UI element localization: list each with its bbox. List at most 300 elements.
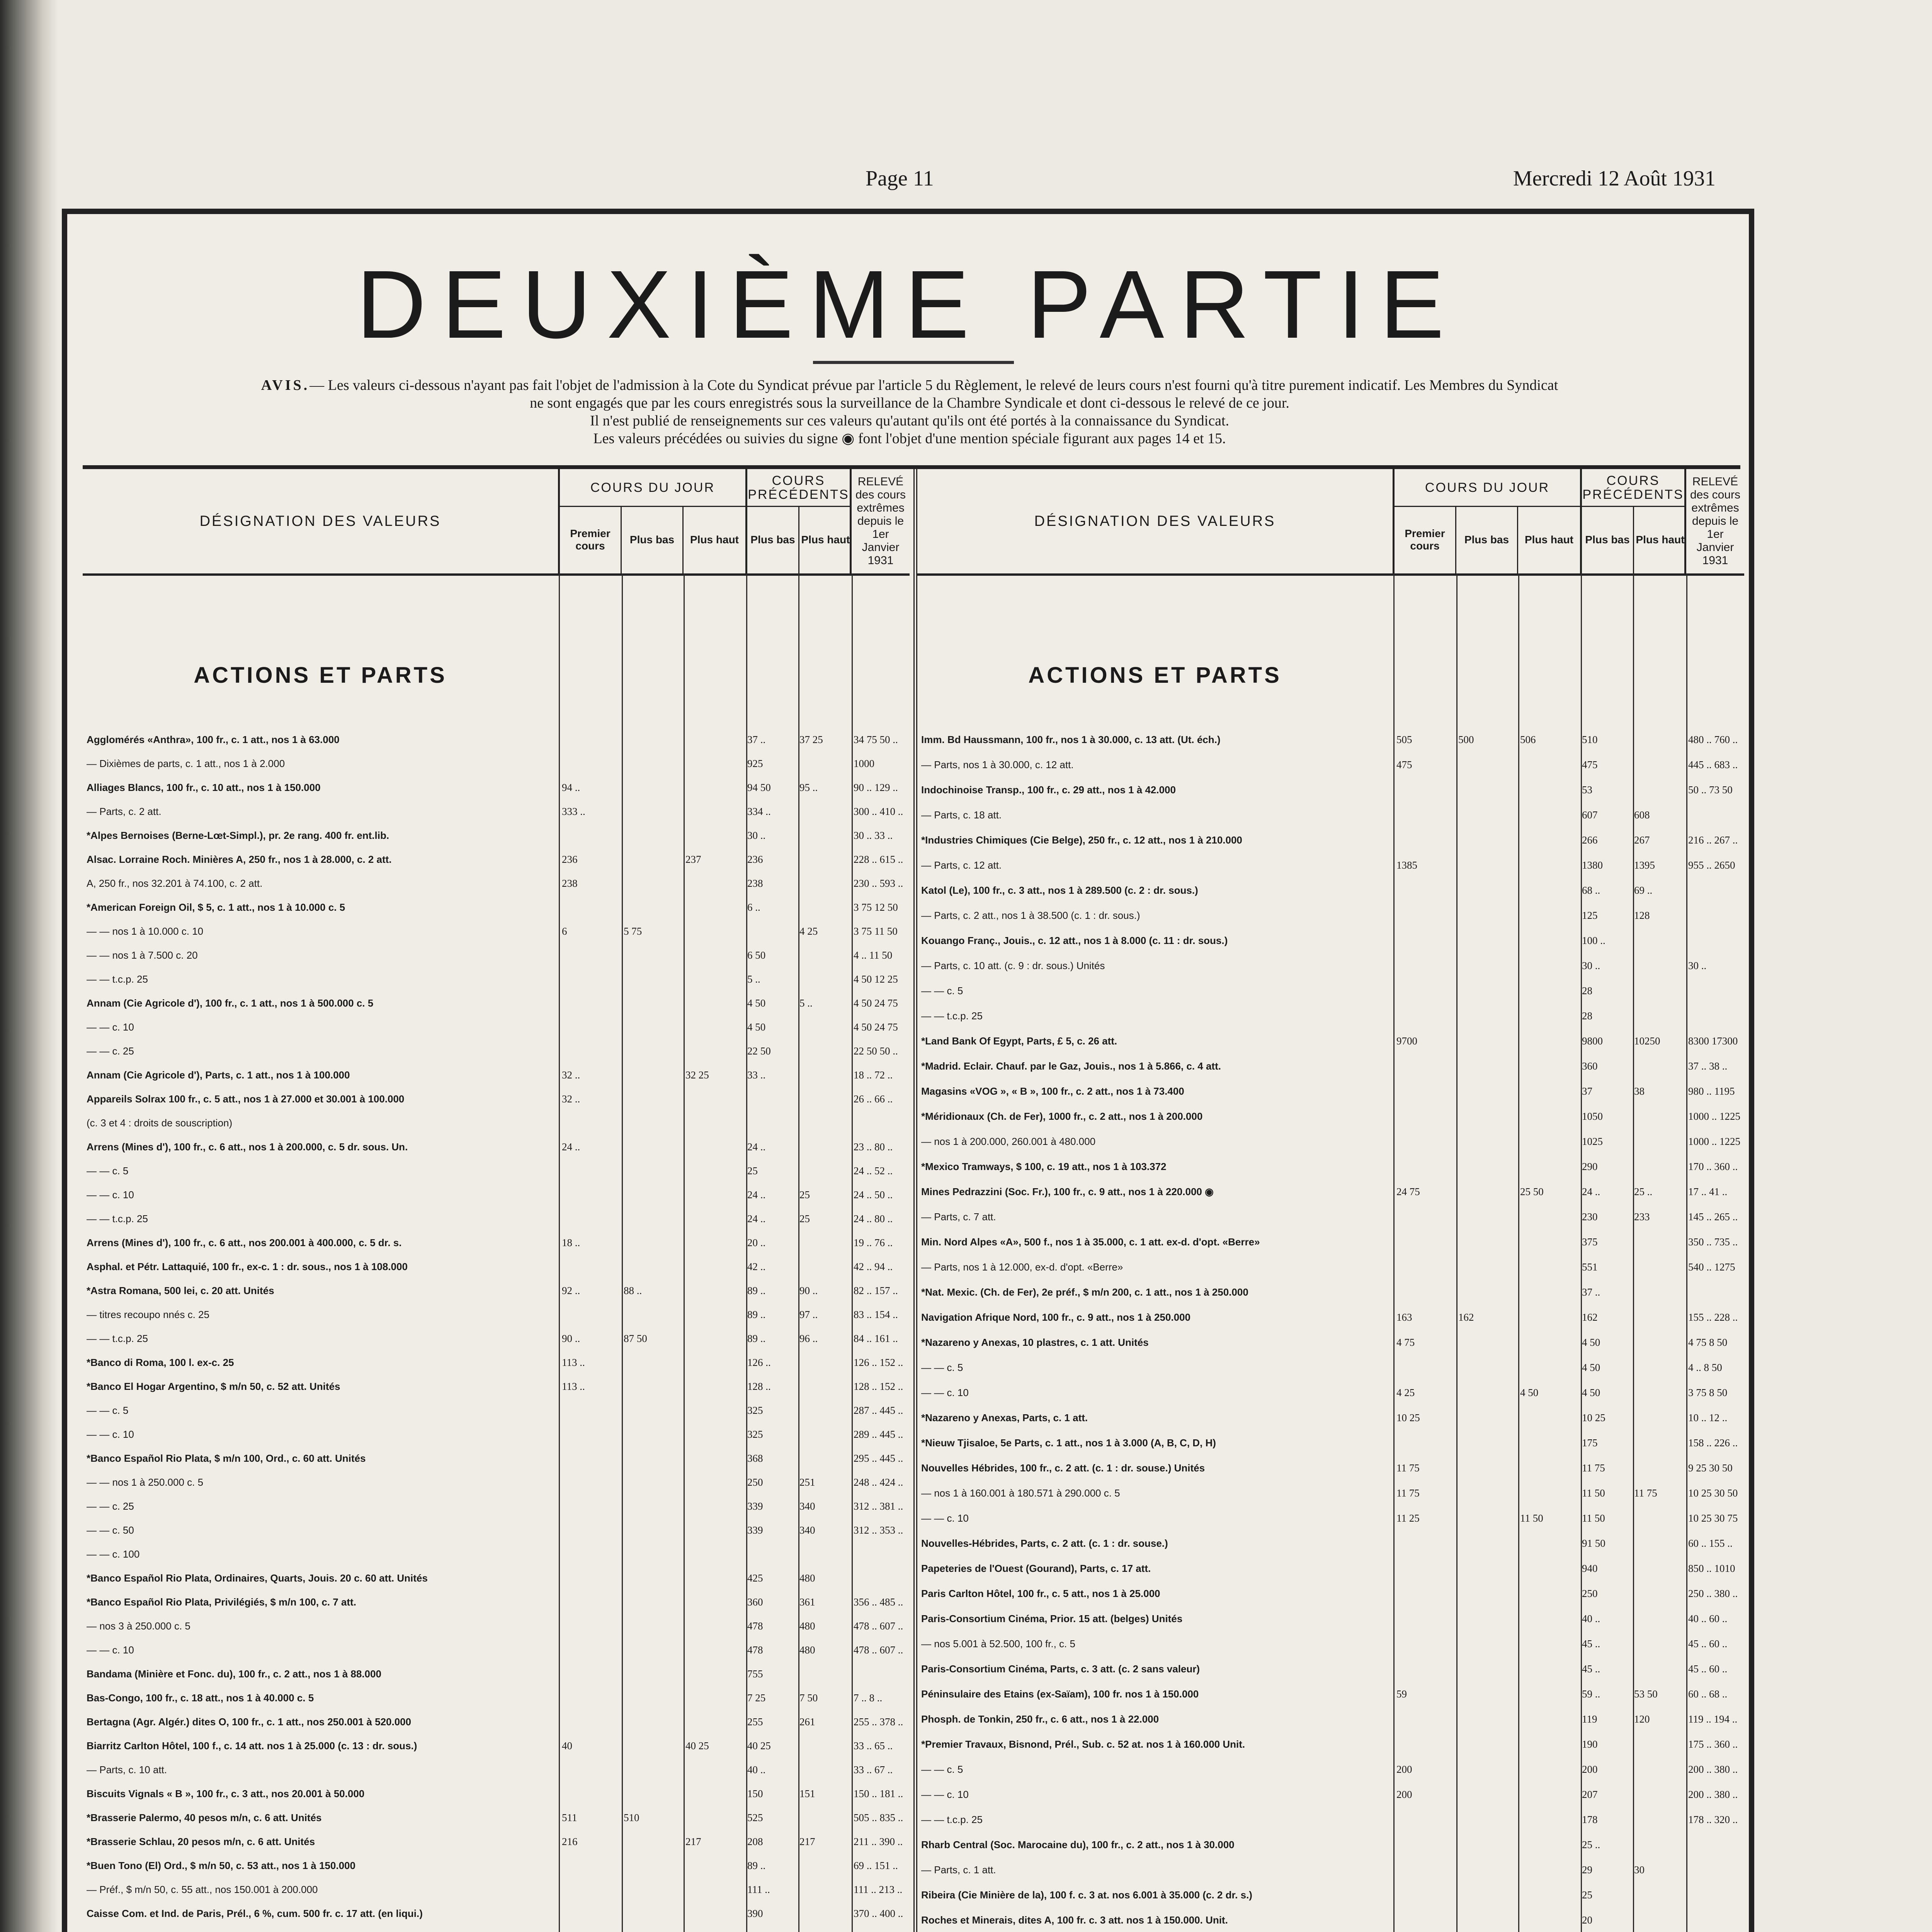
table-row <box>917 1661 1744 1686</box>
security-name: Paris-Consortium Cinéma, Prior. 15 att. (belges) Unités <box>921 1613 1183 1624</box>
releve-cell: 200 .. 380 .. <box>1688 1764 1738 1775</box>
releve-cell: 128 .. 152 .. <box>854 1381 903 1392</box>
security-name: — — c. 5 <box>921 1362 963 1373</box>
header-cours-du-jour <box>1395 469 1582 573</box>
security-name: — — c. 10 <box>87 1189 134 1201</box>
prec-plus-bas-cell: 33 .. <box>747 1069 766 1081</box>
security-name: — Parts, c. 12 att. <box>921 859 1002 871</box>
table-row <box>917 1159 1744 1184</box>
releve-cell: 356 .. 485 .. <box>854 1596 903 1608</box>
prec-plus-bas-cell: 236 <box>747 854 763 865</box>
table-row <box>917 1385 1744 1410</box>
prec-plus-bas-cell: 89 .. <box>747 1285 766 1296</box>
security-name: — — c. 10 <box>921 1789 969 1800</box>
plus-haut-cell: 25 50 <box>1520 1186 1544 1197</box>
prec-plus-bas-cell: 45 .. <box>1582 1638 1600 1650</box>
security-name: — Dixièmes de parts, c. 1 att., nos 1 à 2.000 <box>87 758 285 769</box>
prec-plus-bas-cell: 178 <box>1582 1814 1598 1825</box>
plus-haut-cell: 506 <box>1520 734 1536 745</box>
left-column <box>83 469 910 1932</box>
prec-plus-bas-cell: 190 <box>1582 1738 1598 1750</box>
table-header <box>917 469 1744 576</box>
notice-lead: AVIS. <box>261 377 310 393</box>
prec-plus-bas-cell: 607 <box>1582 809 1598 821</box>
security-name: Alsac. Lorraine Roch. Minières A, 250 fr., nos 1 à 28.000, c. 2 att. <box>87 854 392 865</box>
releve-cell: 19 .. 76 .. <box>854 1237 893 1248</box>
table-row <box>83 852 910 876</box>
prec-plus-haut-cell: 480 <box>799 1620 815 1632</box>
prec-plus-haut-cell: 11 75 <box>1634 1487 1657 1499</box>
premier-cours-cell: 90 .. <box>562 1333 580 1344</box>
releve-cell: 1000 <box>854 758 874 769</box>
plus-bas-cell: 88 .. <box>624 1285 642 1296</box>
security-name: — nos 5.001 à 52.500, 100 fr., c. 5 <box>921 1638 1075 1650</box>
prec-plus-haut-cell: 217 <box>799 1836 815 1847</box>
prec-plus-bas-cell: 25 .. <box>1582 1839 1600 1850</box>
security-name: — Parts, nos 1 à 30.000, c. 12 att. <box>921 759 1074 770</box>
security-name: *Premier Travaux, Bisnond, Prél., Sub. c. 52 at. nos 1 à 160.000 Unit. <box>921 1738 1245 1750</box>
releve-cell: 211 .. 390 .. <box>854 1836 903 1847</box>
table-row <box>83 804 910 828</box>
security-name: Magasins «VOG », « B », 100 fr., c. 2 att., nos 1 à 73.400 <box>921 1085 1184 1097</box>
prec-plus-bas-cell: 238 <box>747 878 763 889</box>
security-name: Katol (Le), 100 fr., c. 3 att., nos 1 à 289.500 (c. 2 : dr. sous.) <box>921 884 1198 896</box>
page-number: Page 11 <box>866 167 934 190</box>
security-name: Rharb Central (Soc. Marocaine du), 100 fr., c. 2 att., nos 1 à 30.000 <box>921 1839 1235 1850</box>
security-name: *Banco Español Rio Plata, Ordinaires, Quarts, Jouis. 20 c. 60 att. Unités <box>87 1572 428 1584</box>
table-row <box>83 732 910 756</box>
table-row <box>83 1331 910 1355</box>
prec-plus-bas-cell: 551 <box>1582 1261 1598 1273</box>
prec-plus-bas-cell: 940 <box>1582 1563 1598 1574</box>
premier-cours-cell: 40 <box>562 1740 572 1752</box>
security-name: — Parts, c. 2 att. <box>87 806 162 817</box>
security-name: — — t.c.p. 25 <box>921 1814 983 1825</box>
prec-plus-bas-cell: 128 .. <box>747 1381 771 1392</box>
security-name: — — c. 10 <box>921 1512 969 1524</box>
releve-cell: 50 .. 73 50 <box>1688 784 1733 796</box>
table-row <box>917 1812 1744 1837</box>
prec-plus-bas-cell: 20 <box>1582 1914 1592 1926</box>
running-header <box>62 166 1716 197</box>
security-name: Annam (Cie Agricole d'), 100 fr., c. 1 att., nos 1 à 500.000 c. 5 <box>87 997 374 1009</box>
prec-plus-haut-cell: 37 25 <box>799 734 823 745</box>
releve-cell: 216 .. 267 .. <box>1688 834 1738 846</box>
header-prec-plus-haut: Plus haut <box>801 533 850 546</box>
prec-plus-bas-cell: 25 <box>747 1165 758 1177</box>
prec-plus-bas-cell: 37 <box>1582 1085 1592 1097</box>
security-name: *Industries Chimiques (Cie Belge), 250 fr., c. 12 att., nos 1 à 210.000 <box>921 834 1242 846</box>
security-name: — — t.c.p. 25 <box>87 973 148 985</box>
prec-plus-bas-cell: 325 <box>747 1429 763 1440</box>
prec-plus-bas-cell: 1025 <box>1582 1136 1603 1147</box>
prec-plus-haut-cell: 5 .. <box>799 997 813 1009</box>
prec-plus-bas-cell: 175 <box>1582 1437 1598 1449</box>
table-row <box>917 1083 1744 1109</box>
table-row <box>917 1460 1744 1485</box>
table-row <box>83 971 910 995</box>
prec-plus-bas-cell: 30 .. <box>747 830 766 841</box>
prec-plus-haut-cell: 1395 <box>1634 859 1655 871</box>
prec-plus-bas-cell: 478 <box>747 1620 763 1632</box>
prec-plus-haut-cell: 261 <box>799 1716 815 1728</box>
prec-plus-haut-cell: 120 <box>1634 1713 1650 1725</box>
releve-cell: 4 .. 11 50 <box>854 949 893 961</box>
security-name: A, 250 fr., nos 32.201 à 74.100, c. 2 att. <box>87 878 263 889</box>
releve-cell: 955 .. 2650 <box>1688 859 1735 871</box>
table-row <box>917 1360 1744 1385</box>
releve-cell: 478 .. 607 .. <box>854 1620 903 1632</box>
security-name: *Banco Español Rio Plata, $ m/n 100, Ord., c. 60 att. Unités <box>87 1452 366 1464</box>
security-name: — Parts, c. 18 att. <box>921 809 1002 821</box>
security-name: — — nos 1 à 250.000 c. 5 <box>87 1476 204 1488</box>
releve-cell: 228 .. 615 .. <box>854 854 903 865</box>
security-name: — — c. 25 <box>87 1500 134 1512</box>
releve-cell: 22 50 50 .. <box>854 1045 898 1057</box>
security-name: *Nazareno y Anexas, 10 plastres, c. 1 att. Unités <box>921 1337 1149 1348</box>
prec-plus-haut-cell: 251 <box>799 1476 815 1488</box>
table-row <box>917 757 1744 782</box>
table-row <box>83 923 910 947</box>
releve-cell: 23 .. 80 .. <box>854 1141 893 1153</box>
table-row <box>917 732 1744 757</box>
security-name: Asphal. et Pétr. Lattaquié, 100 fr., ex-c. 1 : dr. sous., nos 1 à 108.000 <box>87 1261 408 1272</box>
releve-cell: 255 .. 378 .. <box>854 1716 903 1728</box>
table-row <box>83 1355 910 1379</box>
table-row <box>917 1837 1744 1862</box>
prec-plus-bas-cell: 89 .. <box>747 1860 766 1871</box>
header-cours-precedents <box>1582 469 1686 573</box>
notice-line-1 <box>90 376 1729 394</box>
table-row <box>83 828 910 852</box>
table-row <box>83 1522 910 1546</box>
prec-plus-bas-cell: 230 <box>1582 1211 1598 1223</box>
security-name: *Alpes Bernoises (Berne-Lœt-Simpl.), pr. 2e rang. 400 fr. ent.lib. <box>87 830 389 841</box>
prec-plus-bas-cell: 125 <box>1582 910 1598 921</box>
prec-plus-bas-cell: 7 25 <box>747 1692 766 1704</box>
releve-cell: 37 .. 38 .. <box>1688 1060 1728 1072</box>
prec-plus-bas-cell: 20 .. <box>747 1237 766 1248</box>
header-designation <box>917 469 1395 573</box>
prec-plus-haut-cell: 7 50 <box>799 1692 818 1704</box>
prec-plus-bas-cell: 360 <box>1582 1060 1598 1072</box>
prec-plus-haut-cell: 480 <box>799 1644 815 1656</box>
security-name: *Banco Español Rio Plata, Privilégiés, $ m/n 100, c. 7 att. <box>87 1596 356 1608</box>
releve-cell: 10 25 30 75 <box>1688 1512 1738 1524</box>
security-name: — — c. 100 <box>87 1548 140 1560</box>
notice-block <box>90 376 1729 447</box>
prec-plus-bas-cell: 368 <box>747 1452 763 1464</box>
prec-plus-bas-cell: 59 .. <box>1582 1688 1600 1700</box>
table-row <box>83 756 910 780</box>
header-plus-haut: Plus haut <box>690 533 739 546</box>
table-row <box>83 1498 910 1522</box>
table-row <box>917 983 1744 1008</box>
premier-cours-cell: 333 .. <box>562 806 585 817</box>
table-row <box>83 1211 910 1235</box>
prec-plus-haut-cell: 30 <box>1634 1864 1645 1876</box>
prec-plus-bas-cell: 755 <box>747 1668 763 1680</box>
releve-cell: 60 .. 155 .. <box>1688 1537 1733 1549</box>
security-name: (c. 3 et 4 : droits de souscription) <box>87 1117 233 1129</box>
table-header <box>83 469 910 576</box>
plus-haut-cell: 11 50 <box>1520 1512 1543 1524</box>
prec-plus-bas-cell: 325 <box>747 1405 763 1416</box>
prec-plus-haut-cell: 361 <box>799 1596 815 1608</box>
table-row <box>83 1834 910 1858</box>
premier-cours-cell: 18 .. <box>562 1237 580 1248</box>
table-row <box>917 1711 1744 1736</box>
prec-plus-bas-cell: 22 50 <box>747 1045 771 1057</box>
prec-plus-bas-cell: 53 <box>1582 784 1592 796</box>
security-name: Agglomérés «Anthra», 100 fr., c. 1 att., nos 1 à 63.000 <box>87 734 340 745</box>
section-heading: ACTIONS ET PARTS <box>1028 663 1282 688</box>
premier-cours-cell: 59 <box>1396 1688 1407 1700</box>
table-row <box>83 1882 910 1906</box>
security-name: Bas-Congo, 100 fr., c. 18 att., nos 1 à 40.000 c. 5 <box>87 1692 314 1704</box>
prec-plus-bas-cell: 339 <box>747 1524 763 1536</box>
security-name: — — c. 10 <box>87 1644 134 1656</box>
header-designation-label: DÉSIGNATION DES VALEURS <box>199 513 441 529</box>
prec-plus-haut-cell: 38 <box>1634 1085 1645 1097</box>
quotation-rows <box>917 732 1744 1932</box>
security-name: Imm. Bd Haussmann, 100 fr., nos 1 à 30.000, c. 13 att. (Ut. éch.) <box>921 734 1221 745</box>
table-row <box>917 1410 1744 1435</box>
table-row <box>917 933 1744 958</box>
prec-plus-bas-cell <box>747 1930 798 1932</box>
releve-cell: 82 .. 157 .. <box>854 1285 898 1296</box>
notice-line-4: Les valeurs précédées ou suivies du signe ◉ font l'objet d'une mention spéciale figurant aux pages 14 et 15. <box>593 430 1226 447</box>
prec-plus-haut-cell: 151 <box>799 1788 815 1799</box>
prec-plus-bas-cell: 30 .. <box>1582 960 1600 971</box>
security-name: *Nat. Mexic. (Ch. de Fer), 2e préf., $ m/n 200, c. 1 att., nos 1 à 250.000 <box>921 1286 1248 1298</box>
releve-cell: 24 .. 50 .. <box>854 1189 893 1201</box>
prec-plus-haut-cell: 128 <box>1634 910 1650 921</box>
premier-cours-cell: 9700 <box>1396 1035 1417 1047</box>
premier-cours-cell: 505 <box>1396 734 1412 745</box>
releve-cell: 540 .. 1275 <box>1688 1261 1735 1273</box>
table-row <box>83 1475 910 1498</box>
table-row <box>917 958 1744 983</box>
table-row <box>83 1738 910 1762</box>
prec-plus-bas-cell: 6 .. <box>747 901 760 913</box>
security-name: — — nos 1 à 10.000 c. 10 <box>87 925 204 937</box>
releve-cell: 175 .. 360 .. <box>1688 1738 1738 1750</box>
header-plus-bas: Plus bas <box>622 506 684 573</box>
table-row <box>917 832 1744 857</box>
premier-cours-cell: 24 .. <box>562 1141 580 1153</box>
security-name: — — c. 5 <box>87 1165 129 1177</box>
prec-plus-bas-cell: 334 .. <box>747 806 771 817</box>
plus-bas-cell: 500 <box>1458 734 1474 745</box>
security-name: Papeteries de l'Ouest (Gourand), Parts, c. 17 att. <box>921 1563 1151 1574</box>
releve-cell: 155 .. 228 .. <box>1688 1311 1738 1323</box>
releve-cell: 295 .. 445 .. <box>854 1452 903 1464</box>
prec-plus-bas-cell: 24 .. <box>747 1141 766 1153</box>
prec-plus-bas-cell: 266 <box>1582 834 1598 846</box>
releve-cell: 480 .. 760 .. <box>1688 734 1738 745</box>
notice-line-2: ne sont engagés que par les cours enregistrés sous la surveillance de la Chambre Syndicale et dont ci-dessous le relevé de ce jour. <box>530 395 1289 411</box>
releve-cell: 33 .. 67 .. <box>854 1764 893 1776</box>
security-name: Péninsulaire des Etains (ex-Saïam), 100 fr. nos 1 à 150.000 <box>921 1688 1199 1700</box>
security-name: — Parts, c. 10 att. <box>87 1764 167 1776</box>
security-name: — — c. 5 <box>921 985 963 997</box>
table-row <box>83 1666 910 1690</box>
header-plus-haut: Plus haut <box>1524 533 1573 546</box>
prec-plus-bas-cell: 45 .. <box>1582 1663 1600 1675</box>
table-row <box>83 1307 910 1331</box>
releve-cell: 42 .. 94 .. <box>854 1261 893 1272</box>
releve-cell: 150 .. 181 .. <box>854 1788 903 1799</box>
prec-plus-bas-cell: 250 <box>747 1476 763 1488</box>
prec-plus-bas-cell: 255 <box>747 1716 763 1728</box>
releve-cell: 40 .. 60 .. <box>1688 1613 1728 1624</box>
table-row <box>917 1510 1744 1536</box>
prec-plus-bas-cell: 24 .. <box>1582 1186 1600 1197</box>
table-row <box>83 1786 910 1810</box>
header-cours-du-jour-label: COURS DU JOUR <box>1395 469 1580 507</box>
header-prec-plus-haut: Plus haut <box>1636 533 1685 546</box>
prec-plus-bas-cell: 100 .. <box>1582 935 1605 946</box>
security-name: — Parts, nos 1 à 12.000, ex-d. d'opt. «Berre» <box>921 1261 1123 1273</box>
prec-plus-bas-cell: 4 50 <box>747 1021 766 1033</box>
plus-bas-cell: 162 <box>1458 1311 1474 1323</box>
premier-cours-cell: 238 <box>562 878 578 889</box>
table-row <box>83 1091 910 1115</box>
prec-plus-bas-cell: 40 25 <box>747 1740 771 1752</box>
prec-plus-bas-cell: 375 <box>1582 1236 1598 1248</box>
releve-cell: 3 75 8 50 <box>1688 1387 1728 1398</box>
table-row <box>83 1930 910 1932</box>
table-row <box>83 995 910 1019</box>
releve-cell: 10 .. 12 .. <box>1688 1412 1728 1423</box>
prec-plus-bas-cell: 6 50 <box>747 949 766 961</box>
releve-cell: 250 .. 380 .. <box>1688 1588 1738 1599</box>
security-name: Biscuits Vignals « B », 100 fr., c. 3 att., nos 20.001 à 50.000 <box>87 1788 365 1799</box>
releve-cell: 7 .. 8 .. <box>854 1692 883 1704</box>
security-name: — — c. 5 <box>87 1405 129 1416</box>
security-name: Nouvelles Hébrides, 100 fr., c. 2 att. (c. 1 : dr. souse.) Unités <box>921 1462 1205 1474</box>
premier-cours-cell: 11 75 <box>1396 1462 1420 1474</box>
plus-haut-cell: 217 <box>685 1836 701 1847</box>
header-releve: RELEVÉ des cours extrêmes depuis le 1er Janvier 1931 <box>855 475 906 567</box>
prec-plus-haut-cell: 25 .. <box>1634 1186 1653 1197</box>
prec-plus-bas-cell: 89 .. <box>747 1309 766 1320</box>
header-premier-cours: Premier cours <box>560 506 622 573</box>
premier-cours-cell: 11 75 <box>1396 1487 1420 1499</box>
prec-plus-bas-cell: 24 .. <box>747 1189 766 1201</box>
security-name: *Brasserie Schlau, 20 pesos m/n, c. 6 att. Unités <box>87 1836 315 1847</box>
prec-plus-bas-cell: 89 .. <box>747 1333 766 1344</box>
table-row <box>917 1335 1744 1360</box>
security-name: Arrens (Mines d'), 100 fr., c. 6 att., nos 200.001 à 400.000, c. 5 dr. s. <box>87 1237 402 1248</box>
security-name: *Land Bank Of Egypt, Parts, £ 5, c. 26 att. <box>921 1035 1117 1047</box>
security-name: Navigation Afrique Nord, 100 fr., c. 9 att., nos 1 à 250.000 <box>921 1311 1190 1323</box>
prec-plus-haut-cell: 10250 <box>1634 1035 1660 1047</box>
issue-date: Mercredi 12 Août 1931 <box>1513 167 1716 190</box>
releve-cell: 289 .. 445 .. <box>854 1429 903 1440</box>
prec-plus-bas-cell: 28 <box>1582 1010 1592 1022</box>
releve-cell: 478 .. 607 .. <box>854 1644 903 1656</box>
table-row <box>917 1912 1744 1932</box>
prec-plus-bas-cell: 111 .. <box>747 1884 770 1895</box>
releve-cell: 4 .. 8 50 <box>1688 1362 1722 1373</box>
prec-plus-bas-cell: 29 <box>1582 1864 1592 1876</box>
security-name: Appareils Solrax 100 fr., c. 5 att., nos 1 à 27.000 et 30.001 à 100.000 <box>87 1093 405 1105</box>
prec-plus-bas-cell: 207 <box>1582 1789 1598 1800</box>
prec-plus-bas-cell: 11 75 <box>1582 1462 1605 1474</box>
prec-plus-bas-cell: 28 <box>1582 985 1592 997</box>
releve-cell: 8300 17300 <box>1688 1035 1738 1047</box>
prec-plus-haut-cell: 95 .. <box>799 782 818 793</box>
security-name: *American Foreign Oil, $ 5, c. 1 att., nos 1 à 10.000 c. 5 <box>87 901 345 913</box>
releve-cell: 33 .. 65 .. <box>854 1740 893 1752</box>
security-name: — nos 3 à 250.000 c. 5 <box>87 1620 190 1632</box>
table-row <box>917 1134 1744 1159</box>
prec-plus-bas-cell: 1380 <box>1582 859 1603 871</box>
releve-cell: 850 .. 1010 <box>1688 1563 1735 1574</box>
releve-cell: 126 .. 152 .. <box>854 1357 903 1368</box>
table-row <box>83 1235 910 1259</box>
releve-cell: 84 .. 161 .. <box>854 1333 898 1344</box>
table-row <box>917 883 1744 908</box>
table-row <box>83 876 910 900</box>
releve-cell: 350 .. 735 .. <box>1688 1236 1738 1248</box>
table-row <box>83 1618 910 1642</box>
table-row <box>83 1642 910 1666</box>
prec-plus-bas-cell: 4 50 <box>747 997 766 1009</box>
page-frame <box>62 209 1754 1932</box>
prec-plus-bas-cell: 9800 <box>1582 1035 1603 1047</box>
releve-cell: 287 .. 445 .. <box>854 1405 903 1416</box>
table-row <box>917 1109 1744 1134</box>
table-row <box>917 1209 1744 1234</box>
releve-cell: 18 .. 72 .. <box>854 1069 893 1081</box>
prec-plus-bas-cell: 5 .. <box>747 973 760 985</box>
releve-cell: 9 25 30 50 <box>1688 1462 1733 1474</box>
notice-line-3: Il n'est publié de renseignements sur ces valeurs qu'autant qu'ils ont été portés à la connaissance du Syndicat. <box>590 413 1230 429</box>
releve-cell: 370 .. 400 .. <box>854 1908 903 1919</box>
security-name: — nos 1 à 200.000, 260.001 à 480.000 <box>921 1136 1096 1147</box>
releve-cell: 60 .. 68 .. <box>1688 1688 1728 1700</box>
security-name: *Brasserie Palermo, 40 pesos m/n, c. 6 att. Unités <box>87 1812 322 1823</box>
prec-plus-bas-cell: 390 <box>747 1908 763 1919</box>
header-designation-label: DÉSIGNATION DES VALEURS <box>1034 513 1276 529</box>
header-cours-precedents-label: COURS PRÉCÉDENTS <box>747 469 850 507</box>
prec-plus-bas-cell: 40 .. <box>1582 1613 1600 1624</box>
security-name: — — t.c.p. 25 <box>87 1213 148 1225</box>
security-name: Mines Pedrazzini (Soc. Fr.), 100 fr., c. 9 att., nos 1 à 220.000 ◉ <box>921 1186 1214 1197</box>
table-row <box>83 1115 910 1139</box>
table-row <box>83 1570 910 1594</box>
security-name: — Préf., $ m/n 50, c. 55 att., nos 150.001 à 200.000 <box>87 1884 318 1895</box>
prec-plus-bas-cell: 37 .. <box>747 734 766 745</box>
security-name: — Parts, c. 1 att. <box>921 1864 996 1876</box>
security-name: — titres recoupo nnés c. 25 <box>87 1309 209 1320</box>
releve-cell: 3 75 12 50 <box>854 901 898 913</box>
prec-plus-bas-cell: 290 <box>1582 1161 1598 1172</box>
premier-cours-cell: 1385 <box>1396 859 1417 871</box>
table-row <box>83 1427 910 1451</box>
releve-cell: 17 .. 41 .. <box>1688 1186 1728 1197</box>
prec-plus-bas-cell: 11 50 <box>1582 1512 1605 1524</box>
prec-plus-haut-cell: 4 25 <box>799 925 818 937</box>
premier-cours-cell: 94 .. <box>562 782 580 793</box>
table-row <box>83 1283 910 1307</box>
releve-cell: 45 .. 60 .. <box>1688 1663 1728 1675</box>
releve-cell: 312 .. 381 .. <box>854 1500 903 1512</box>
prec-plus-bas-cell: 91 50 <box>1582 1537 1605 1549</box>
